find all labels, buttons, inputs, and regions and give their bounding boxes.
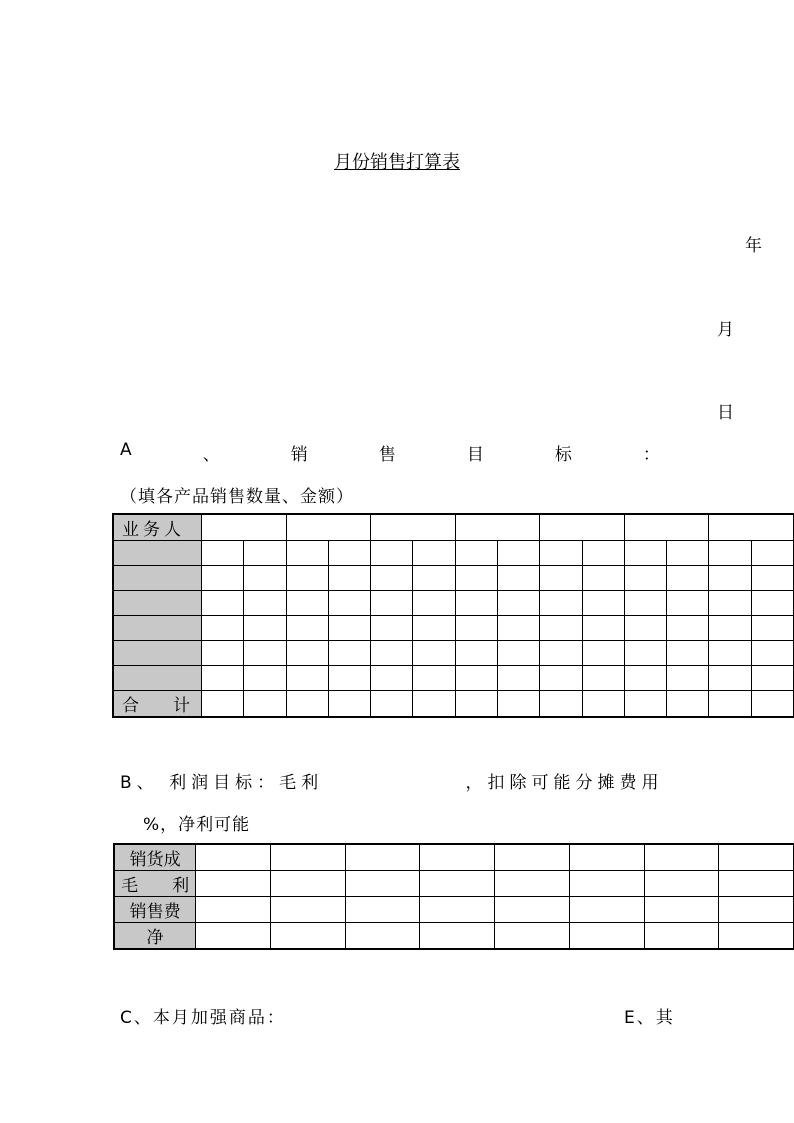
table-a-cell[interactable] [540, 691, 582, 718]
table-a-cell[interactable] [751, 666, 793, 691]
title-text: 月份销售打算表 [334, 152, 460, 173]
table-a-cell[interactable] [498, 691, 540, 718]
table-b-cell[interactable] [719, 844, 794, 871]
table-a-cell[interactable] [624, 616, 666, 641]
table-a-cell[interactable] [413, 691, 455, 718]
table-b-cell[interactable] [420, 844, 495, 871]
table-b-cell[interactable] [719, 897, 794, 923]
table-a-cell[interactable] [667, 591, 709, 616]
table-a-group-cell[interactable] [709, 514, 794, 541]
table-a-row [113, 591, 794, 616]
table-a-cell[interactable] [328, 591, 370, 616]
table-a-cell[interactable] [709, 666, 751, 691]
table-a-cell[interactable] [709, 566, 751, 591]
table-a-cell[interactable] [328, 666, 370, 691]
table-b-cell[interactable] [569, 871, 644, 897]
table-b-cell[interactable] [495, 871, 570, 897]
table-a-row [113, 641, 794, 666]
table-a-cell[interactable] [751, 691, 793, 718]
table-a-row-label[interactable] [113, 566, 202, 591]
table-a-cell[interactable] [413, 641, 455, 666]
table-a-group-cell[interactable] [202, 514, 287, 541]
date-month-label: 月 [717, 320, 734, 340]
table-a-group-cell[interactable] [371, 514, 456, 541]
table-a-cell[interactable] [540, 616, 582, 641]
table-a-cell[interactable] [202, 591, 244, 616]
table-a-cell[interactable] [328, 541, 370, 566]
table-b-row [114, 871, 794, 897]
table-a-cell[interactable] [709, 691, 751, 718]
table-b-row-label: 毛 利 [114, 871, 196, 897]
table-a-cell[interactable] [202, 616, 244, 641]
table-b-row [114, 844, 794, 871]
table-a-row [113, 566, 794, 591]
table-a-row-label[interactable] [113, 541, 202, 566]
table-a-cell[interactable] [202, 566, 244, 591]
table-a-cell[interactable] [667, 666, 709, 691]
section-a-sep: 、 [202, 445, 220, 465]
table-a-cell[interactable] [371, 541, 413, 566]
table-a-cell[interactable] [455, 691, 497, 718]
table-a-cell[interactable] [751, 641, 793, 666]
table-a-cell[interactable] [498, 591, 540, 616]
table-a-cell[interactable] [582, 591, 624, 616]
table-a-cell[interactable] [202, 541, 244, 566]
table-a-header-row [113, 514, 794, 541]
table-b-cell[interactable] [345, 871, 420, 897]
table-b-cell[interactable] [644, 844, 719, 871]
table-a-cell[interactable] [286, 641, 328, 666]
table-a-cell[interactable] [286, 541, 328, 566]
table-a-cell[interactable] [202, 641, 244, 666]
table-a-cell[interactable] [455, 541, 497, 566]
table-a-row [113, 666, 794, 691]
section-a-colon: ： [642, 445, 660, 465]
table-a-cell[interactable] [244, 541, 286, 566]
table-b-row-label: 销售费 [114, 897, 196, 923]
section-a-prefix: A [120, 440, 132, 460]
table-a-cell[interactable] [455, 616, 497, 641]
table-a-row [113, 541, 794, 566]
table-a-cell[interactable] [667, 616, 709, 641]
page-title [0, 148, 794, 174]
table-b-cell[interactable] [271, 871, 346, 897]
table-a-cell[interactable] [624, 591, 666, 616]
date-year-label: 年 [745, 236, 762, 256]
table-a-total-label: 合 计 [113, 691, 202, 718]
table-a-cell[interactable] [286, 616, 328, 641]
table-b-cell[interactable] [420, 923, 495, 950]
table-a-cell[interactable] [413, 541, 455, 566]
table-b-cell[interactable] [644, 897, 719, 923]
table-a-header-label: 业务人 [113, 514, 202, 541]
table-a-cell[interactable] [371, 616, 413, 641]
table-a-cell[interactable] [540, 641, 582, 666]
table-a-cell[interactable] [371, 641, 413, 666]
table-a-cell[interactable] [371, 591, 413, 616]
table-a-cell[interactable] [624, 541, 666, 566]
table-b-cell[interactable] [271, 844, 346, 871]
table-a-cell[interactable] [244, 641, 286, 666]
section-a-word: 销 [290, 445, 308, 465]
table-a-cell[interactable] [751, 541, 793, 566]
table-b-cell[interactable] [196, 844, 271, 871]
table-b-cell[interactable] [569, 897, 644, 923]
table-a-cell[interactable] [328, 616, 370, 641]
table-a-cell[interactable] [244, 591, 286, 616]
table-b-cell[interactable] [271, 897, 346, 923]
table-b-cell[interactable] [569, 844, 644, 871]
table-b-cell[interactable] [495, 923, 570, 950]
table-a-group-cell[interactable] [540, 514, 625, 541]
table-a-cell[interactable] [328, 691, 370, 718]
table-a-cell[interactable] [286, 691, 328, 718]
table-a-cell[interactable] [667, 541, 709, 566]
table-a-cell[interactable] [455, 666, 497, 691]
table-b-cell[interactable] [345, 923, 420, 950]
table-a-cell[interactable] [709, 641, 751, 666]
table-a-cell[interactable] [498, 666, 540, 691]
table-a-cell[interactable] [540, 591, 582, 616]
table-b-row [114, 897, 794, 923]
table-a-cell[interactable] [582, 691, 624, 718]
table-a-cell[interactable] [667, 566, 709, 591]
table-a-cell[interactable] [582, 616, 624, 641]
table-b-cell[interactable] [644, 871, 719, 897]
sales-target-table [112, 513, 794, 718]
table-a-cell[interactable] [624, 691, 666, 718]
table-a-cell[interactable] [667, 641, 709, 666]
section-c-heading: C、本月加强商品： [120, 1008, 286, 1028]
table-a-cell[interactable] [667, 691, 709, 718]
table-b-cell[interactable] [420, 897, 495, 923]
table-a-cell[interactable] [582, 641, 624, 666]
table-a-row [113, 616, 794, 641]
table-a-cell[interactable] [624, 666, 666, 691]
table-b-cell[interactable] [495, 844, 570, 871]
table-a-cell[interactable] [328, 566, 370, 591]
table-a-total-row [113, 691, 794, 718]
table-a-cell[interactable] [498, 616, 540, 641]
table-b-cell[interactable] [196, 923, 271, 950]
table-a-cell[interactable] [371, 666, 413, 691]
table-b-cell[interactable] [644, 923, 719, 950]
table-a-cell[interactable] [455, 591, 497, 616]
table-a-cell[interactable] [582, 541, 624, 566]
section-a-word: 售 [378, 445, 396, 465]
section-a-word: 标 [554, 445, 572, 465]
table-b-row [114, 923, 794, 950]
table-b-cell[interactable] [719, 871, 794, 897]
table-a-cell[interactable] [202, 691, 244, 718]
table-a-cell[interactable] [709, 591, 751, 616]
table-a-cell[interactable] [498, 566, 540, 591]
table-a-cell[interactable] [582, 666, 624, 691]
table-a-cell[interactable] [371, 691, 413, 718]
table-a-cell[interactable] [328, 641, 370, 666]
section-a-note: （填各产品销售数量、金额） [120, 487, 354, 507]
table-a-cell[interactable] [286, 591, 328, 616]
table-b-cell[interactable] [495, 897, 570, 923]
table-a-cell[interactable] [751, 566, 793, 591]
table-a-cell[interactable] [371, 566, 413, 591]
section-e-heading: E、其 [624, 1008, 675, 1028]
table-a-cell[interactable] [498, 641, 540, 666]
table-a-cell[interactable] [709, 616, 751, 641]
table-b-cell[interactable] [196, 871, 271, 897]
section-b-note: %，净利可能 [143, 815, 251, 835]
table-a-cell[interactable] [244, 566, 286, 591]
table-b-cell[interactable] [345, 844, 420, 871]
table-a-cell[interactable] [624, 566, 666, 591]
table-a-cell[interactable] [540, 666, 582, 691]
table-a-cell[interactable] [413, 566, 455, 591]
table-a-group-cell[interactable] [286, 514, 371, 541]
table-a-cell[interactable] [413, 591, 455, 616]
table-a-cell[interactable] [751, 616, 793, 641]
table-a-cell[interactable] [244, 691, 286, 718]
section-a-word: 目 [466, 445, 484, 465]
table-a-group-cell[interactable] [624, 514, 709, 541]
table-a-cell[interactable] [455, 641, 497, 666]
table-a-cell[interactable] [244, 616, 286, 641]
table-b-row-label: 净 [114, 923, 196, 950]
table-a-cell[interactable] [286, 666, 328, 691]
section-a-heading [120, 440, 660, 465]
table-a-row-label[interactable] [113, 591, 202, 616]
table-a-row-label[interactable] [113, 641, 202, 666]
table-a-cell[interactable] [286, 566, 328, 591]
table-b-cell[interactable] [569, 923, 644, 950]
section-b-heading: B、 利润目标：毛利 ，扣除可能分摊费用 [120, 773, 664, 793]
table-b-cell[interactable] [345, 897, 420, 923]
table-a-cell[interactable] [244, 666, 286, 691]
table-a-cell[interactable] [709, 541, 751, 566]
profit-target-table [113, 843, 794, 950]
table-a-group-cell[interactable] [455, 514, 540, 541]
table-a-cell[interactable] [498, 541, 540, 566]
table-b-cell[interactable] [271, 923, 346, 950]
table-a-cell[interactable] [540, 541, 582, 566]
table-a-cell[interactable] [624, 641, 666, 666]
table-a-cell[interactable] [413, 666, 455, 691]
table-b-cell[interactable] [719, 923, 794, 950]
table-a-cell[interactable] [202, 666, 244, 691]
table-a-cell[interactable] [413, 616, 455, 641]
table-a-cell[interactable] [751, 591, 793, 616]
date-day-label: 日 [717, 403, 734, 423]
table-a-cell[interactable] [582, 566, 624, 591]
table-a-row-label[interactable] [113, 666, 202, 691]
table-b-cell[interactable] [420, 871, 495, 897]
table-a-row-label[interactable] [113, 616, 202, 641]
table-a-cell[interactable] [455, 566, 497, 591]
table-b-cell[interactable] [196, 897, 271, 923]
table-a-cell[interactable] [540, 566, 582, 591]
table-b-row-label: 销货成 [114, 844, 196, 871]
